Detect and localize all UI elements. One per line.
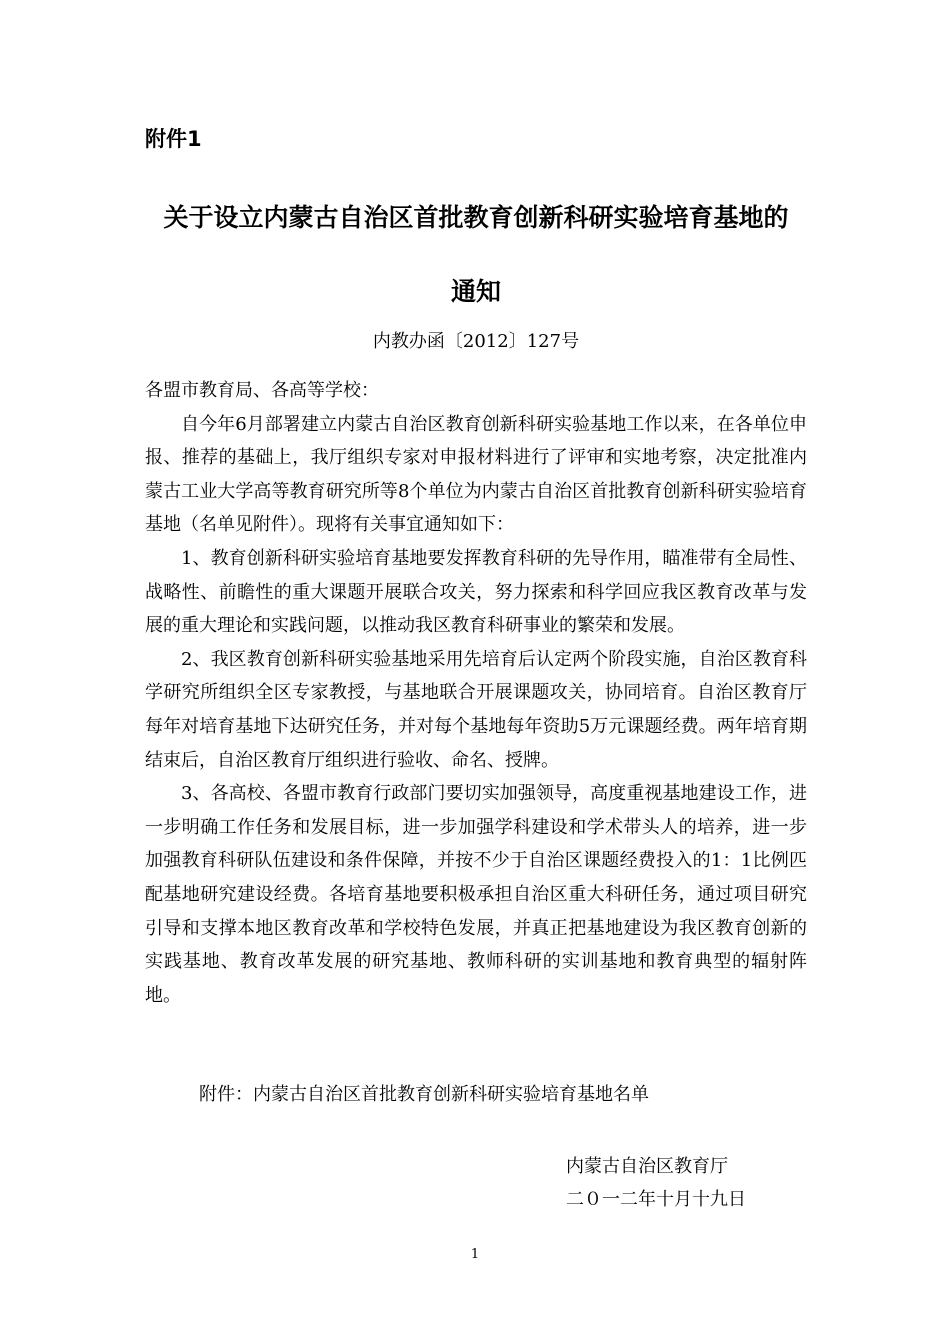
document-title-line-2: 通知 — [450, 277, 501, 306]
document-number: 内教办函〔2012〕127号 — [372, 331, 580, 352]
body-paragraph-item-2: 2、我区教育创新科研实验基地采用先培育后认定两个阶段实施，自治区教育科学研究所组织全区专家教授，与基地联合开展课题攻关，协同培育。自治区教育厅每年对培育基地下达研究任务，并对每个基地每年资助5万元课题经费。两年培育期结束后，自治区教育厅组织进行验收、命名、授牌。 — [145, 648, 807, 771]
signature-organization: 内蒙古自治区教育厅 — [566, 1156, 728, 1177]
attachment-label: 附件1 — [145, 127, 202, 151]
attachment-note: 附件：内蒙古自治区首批教育创新科研实验培育基地名单 — [199, 1084, 649, 1105]
body-paragraph-intro: 自今年6月部署建立内蒙古自治区教育创新科研实验基地工作以来，在各单位申报、推荐的基础上，我厅组织专家对申报材料进行了评审和实地考察，决定批准内蒙古工业大学高等教育研究所等8个单位为内蒙古自治区首批教育创新科研实验培育基地（名单见附件）。现将有关事宜通知如下： — [145, 413, 807, 536]
body-paragraph-item-3: 3、各高校、各盟市教育行政部门要切实加强领导，高度重视基地建设工作，进一步明确工作任务和发展目标，进一步加强学科建设和学术带头人的培养，进一步加强教育科研队伍建设和条件保障，并按不少于自治区课题经费投入的1：1比例匹配基地研究建设经费。各培育基地要积极承担自治区重大科研任务，通过项目研究引导和支撑本地区教育改革和学校特色发展，并真正把基地建设为我区教育创新的实践基地、教育改革发展的研究基地、教师科研的实训基地和教育典型的辐射阵地。 — [145, 783, 807, 1006]
document-body — [145, 374, 807, 1012]
page-number: 1 — [470, 1247, 480, 1262]
signature-block — [566, 1150, 746, 1216]
signature-date: 二０一二年十月十九日 — [566, 1189, 746, 1210]
body-paragraph-item-1: 1、教育创新科研实验培育基地要发挥教育科研的先导作用，瞄准带有全局性、战略性、前瞻性的重大课题开展联合攻关，努力探索和科学回应我区教育改革与发展的重大理论和实践问题，以推动我区教育科研事业的繁荣和发展。 — [145, 547, 807, 637]
document-title-line-1: 关于设立内蒙古自治区首批教育创新科研实验培育基地的 — [163, 203, 789, 232]
salutation: 各盟市教育局、各高等学校： — [145, 380, 379, 401]
